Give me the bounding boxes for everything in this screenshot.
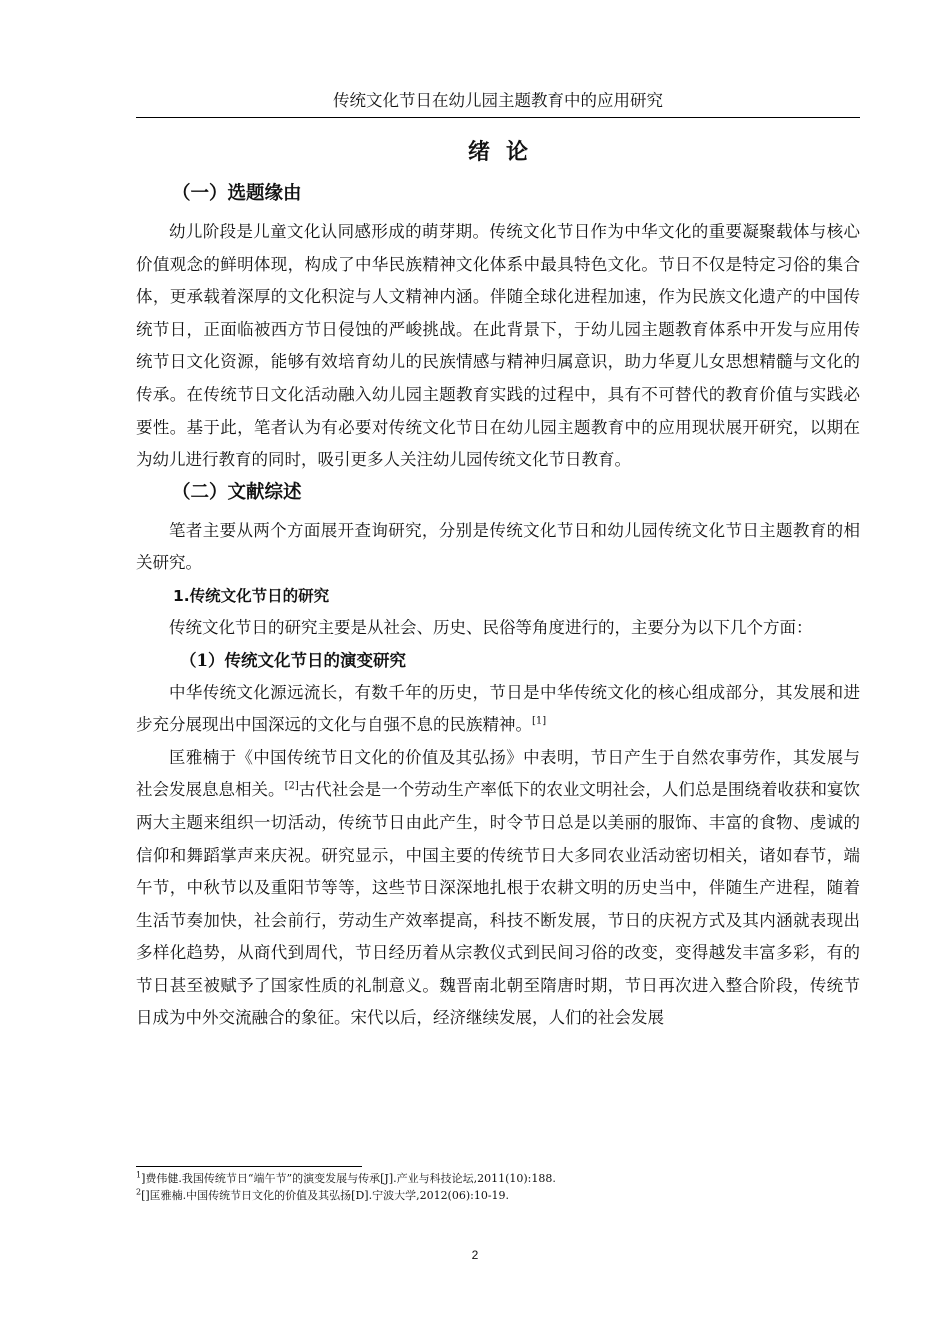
section1-paragraph: 幼儿阶段是儿童文化认同感形成的萌芽期。传统文化节日作为中华文化的重要凝聚载体与核心价值观念的鲜明体现，构成了中华民族精神文化体系中最具特色文化。节日不仅是特定习俗的集合体，更承载着深厚的文化积淀与人文精神内涵。伴随全球化进程加速，作为民族文化遗产的中国传统节日，正面临被西方节日侵蚀的严峻挑战。在此背景下，于幼儿园主题教育体系中开发与应用传统节日文化资源，能够有效培育幼儿的民族情感与精神归属意识，助力华夏儿女思想精髓与文化的传承。在传统节日文化活动融入幼儿园主题教育实践的过程中，具有不可替代的教育价值与实践必要性。基于此，笔者认为有必要对传统文化节日在幼儿园主题教育中的应用现状展开研究，以期在为幼儿进行教育的同时，吸引更多人关注幼儿园传统文化节日教育。 — [136, 222, 860, 470]
paragraph-evolution-b — [136, 742, 860, 1035]
section-heading-1: （一）选题缘由 — [172, 183, 302, 204]
footnote-2-text: []匡雅楠.中国传统节日文化的价值及其弘扬[D].宁波大学,2012(06):10-19. — [141, 1189, 510, 1202]
subsubsection-heading-1: （1）传统文化节日的演变研究 — [180, 650, 406, 670]
footnote-2 — [136, 1187, 860, 1204]
footnote-1 — [136, 1170, 860, 1187]
section2-intro-paragraph: 笔者主要从两个方面展开查询研究，分别是传统文化节日和幼儿园传统文化节日主题教育的相关研究。 — [136, 520, 860, 573]
footnotes — [136, 1170, 860, 1204]
page-number: 2 — [471, 1248, 479, 1262]
footnote-2-mark: 2 — [136, 1187, 142, 1197]
paragraph-evolution-a-text: 中华传统文化源远流长，有数千年的历史，节日是中华传统文化的核心组成部分，其发展和进步充分展现出中国深远的文化与自强不息的民族精神。 — [136, 682, 860, 735]
subsection-heading-1: 1.传统文化节日的研究 — [173, 586, 330, 605]
footnote-1-text: ]费伟健.我国传统节日“端午节”的演变发展与传承[J].产业与科技论坛,2011(10):188. — [141, 1172, 556, 1185]
paragraph-evolution-b-start: 匡雅楠于《中国传统节日文化的价值及其弘扬》中表明，节日产生于自然农事劳作，其发展与社会发展息息相关。 — [136, 747, 860, 800]
paragraph-evolution-b-rest: 古代社会是一个劳动生产率低下的农业文明社会，人们总是围绕着收获和宴饮两大主题来组织一切活动，传统节日由此产生，时令节日总是以美丽的服饰、丰富的食物、虔诚的信仰和舞蹈掌声来庆祝。研究显示，中国主要的传统节日大多同农业活动密切相关，诸如春节，端午节，中秋节以及重阳节等等，这些节日深深地扎根于农耕文明的历史当中，伴随生产进程，随着生活节奏加快，社会前行，劳动生产效率提高，科技不断发展，节日的庆祝方式及其内涵就表现出多样化趋势，从商代到周代，节日经历着从宗教仪式到民间习俗的改变，变得越发丰富多彩，有的节日甚至被赋予了国家性质的礼制意义。魏晋南北朝至隋唐时期，节日再次进入整合阶段，传统节日成为中外交流融合的象征。宋代以后，经济继续发展，人们的社会发展 — [136, 780, 861, 1028]
chapter-title: 绪论 — [467, 140, 544, 165]
section-heading-2: （二）文献综述 — [172, 481, 302, 503]
main-content — [136, 134, 860, 1035]
citation-ref-1[interactable]: [1] — [532, 715, 547, 727]
citation-ref-2[interactable]: [2] — [284, 780, 299, 792]
paragraph-evolution-a — [136, 677, 860, 742]
footnote-1-mark: 1 — [136, 1170, 142, 1180]
running-header: 传统文化节日在幼儿园主题教育中的应用研究 — [333, 91, 663, 110]
header-rule — [136, 117, 860, 118]
footnote-rule — [136, 1166, 362, 1167]
subsection1-intro-paragraph: 传统文化节日的研究主要是从社会、历史、民俗等角度进行的，主要分为以下几个方面： — [169, 617, 813, 637]
